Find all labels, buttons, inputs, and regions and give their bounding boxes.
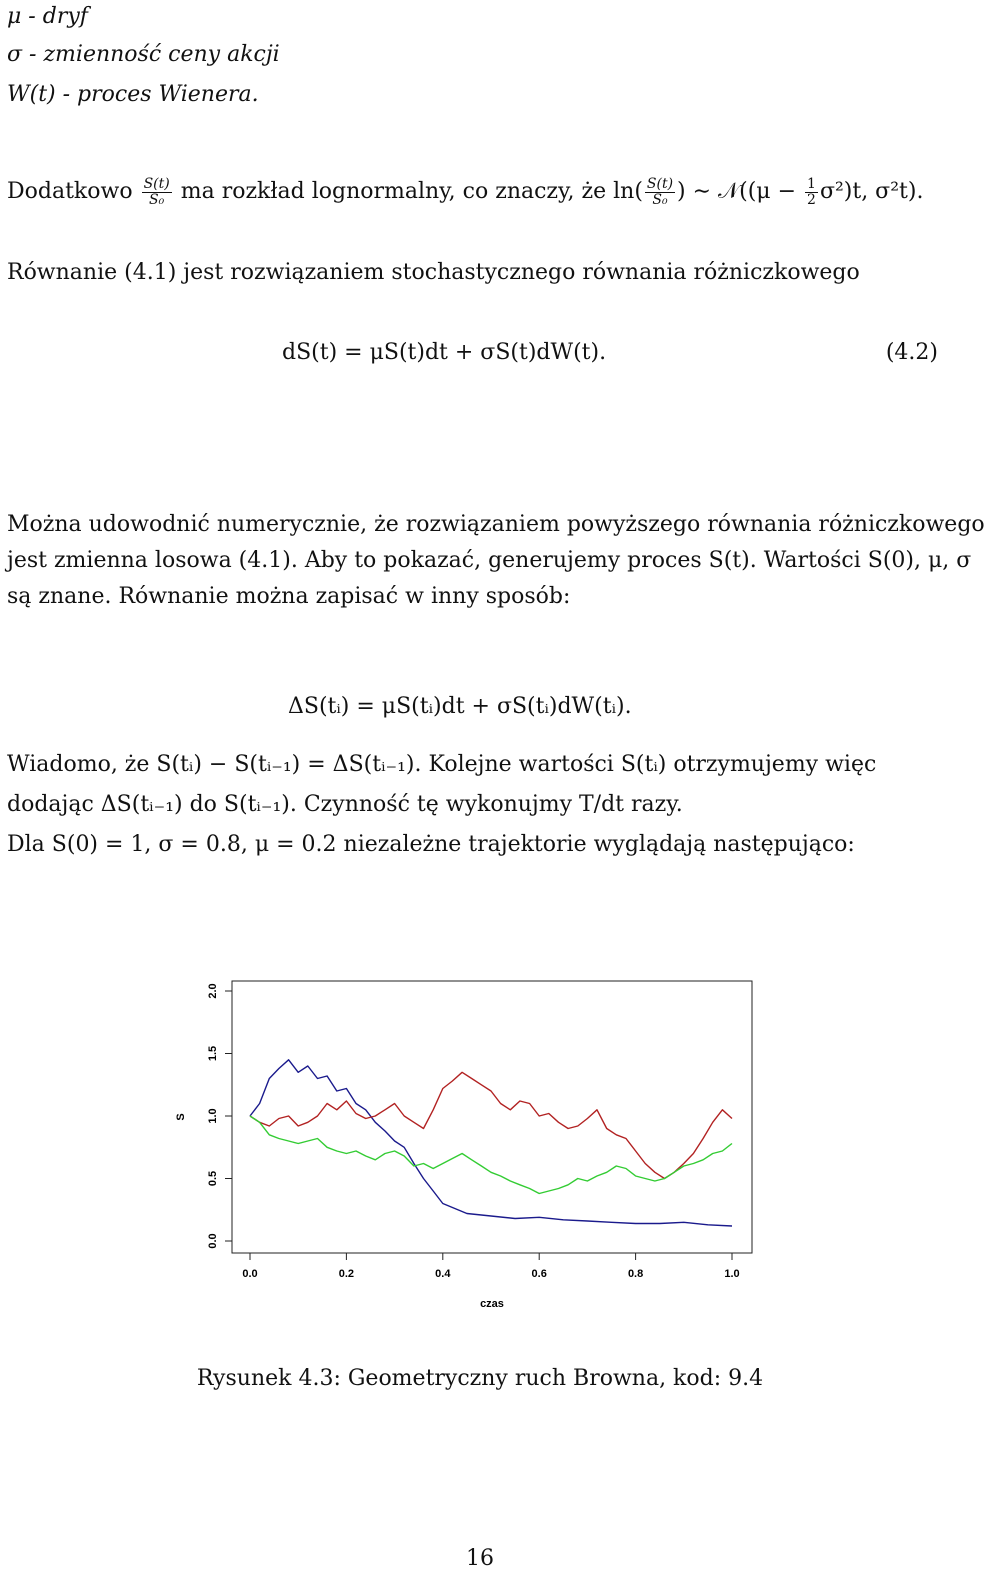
symbol-mu: μ	[7, 4, 22, 29]
series-line-red	[250, 1072, 732, 1178]
paragraph-numeric-line-3: są znane. Równanie można zapisać w inny sposób:	[7, 584, 571, 609]
y-tick-label: 2.0	[207, 983, 219, 999]
p1-b: ma rozkład lognormalny, co znaczy, że ln(	[180, 179, 643, 205]
figure-caption: Rysunek 4.3: Geometryczny ruch Browna, kod: 9.4	[196, 1366, 764, 1391]
fraction-half	[805, 177, 818, 207]
paragraph-sde-intro: Równanie (4.1) jest rozwiązaniem stochastycznego równania różniczkowego	[7, 260, 860, 285]
y-axis-ticks	[207, 983, 232, 1248]
x-tick-label: 0.2	[338, 1268, 355, 1280]
paragraph-numeric-line-2: jest zmienna losowa (4.1). Aby to pokazać, generujemy proces S(t). Wartości S(0), μ, σ	[7, 548, 972, 573]
fraction-num-2: S(t)	[646, 176, 674, 192]
paragraph-iteration-line-2: dodając ΔS(tᵢ₋₁) do S(tᵢ₋₁). Czynność tę wykonujmy T/dt razy.	[7, 792, 683, 817]
series-group	[250, 1060, 732, 1226]
gbm-chart	[175, 965, 760, 1335]
symbol-sigma: σ	[7, 42, 23, 67]
definition-wiener	[7, 84, 259, 106]
equation-number-4-2: (4.2)	[885, 340, 938, 365]
x-axis-ticks	[242, 1253, 739, 1280]
x-tick-label: 0.8	[627, 1268, 644, 1280]
p1-d: σ²)t, σ²t).	[819, 179, 924, 205]
y-tick-label: 0.0	[207, 1233, 219, 1249]
x-tick-label: 0.6	[531, 1268, 547, 1280]
definition-sigma	[7, 44, 280, 66]
half-den: 2	[807, 191, 816, 208]
fraction-num: S(t)	[143, 176, 170, 192]
paragraph-iteration-line-1: Wiadomo, że S(tᵢ) − S(tᵢ₋₁) = ΔS(tᵢ₋₁). Kolejne wartości S(tᵢ) otrzymujemy więc	[7, 752, 877, 777]
symbol-w: W(t)	[7, 82, 56, 107]
p1-c: ) ∼ 𝒩((μ −	[677, 179, 804, 205]
plot-frame	[232, 981, 752, 1253]
page-number: 16	[466, 1546, 494, 1571]
paragraph-iteration-line-3: Dla S(0) = 1, σ = 0.8, μ = 0.2 niezależne trajektorie wyglądają następująco:	[7, 832, 855, 857]
fraction-den: S₀	[149, 191, 165, 208]
p1-a: Dodatkowo	[7, 179, 133, 205]
definition-mu	[7, 6, 88, 28]
definition-wiener-text: - proces Wienera.	[55, 82, 259, 107]
y-tick-label: 1.5	[207, 1045, 219, 1062]
x-tick-label: 1.0	[724, 1268, 740, 1280]
fraction-s-over-s0-2	[645, 177, 675, 207]
definition-sigma-text: - zmienność ceny akcji	[22, 42, 280, 67]
equation-4-2: dS(t) = μS(t)dt + σS(t)dW(t).	[282, 340, 607, 365]
definition-mu-text: - dryf	[21, 4, 88, 29]
y-tick-label: 1.0	[207, 1108, 219, 1124]
half-num: 1	[807, 176, 816, 192]
x-tick-label: 0.0	[242, 1268, 258, 1280]
paragraph-lognormal	[7, 177, 923, 207]
y-axis-label: S	[175, 1113, 187, 1121]
y-tick-label: 0.5	[207, 1170, 219, 1187]
x-tick-label: 0.4	[435, 1268, 451, 1280]
fraction-den-2: S₀	[652, 191, 668, 208]
x-axis-label: czas	[480, 1298, 504, 1310]
series-line-green	[250, 1116, 732, 1194]
paragraph-numeric-line-1: Można udowodnić numerycznie, że rozwiązaniem powyższego równania różniczkowego	[7, 512, 985, 537]
equation-delta-s: ΔS(tᵢ) = μS(tᵢ)dt + σS(tᵢ)dW(tᵢ).	[288, 694, 632, 719]
fraction-s-over-s0	[142, 177, 172, 207]
